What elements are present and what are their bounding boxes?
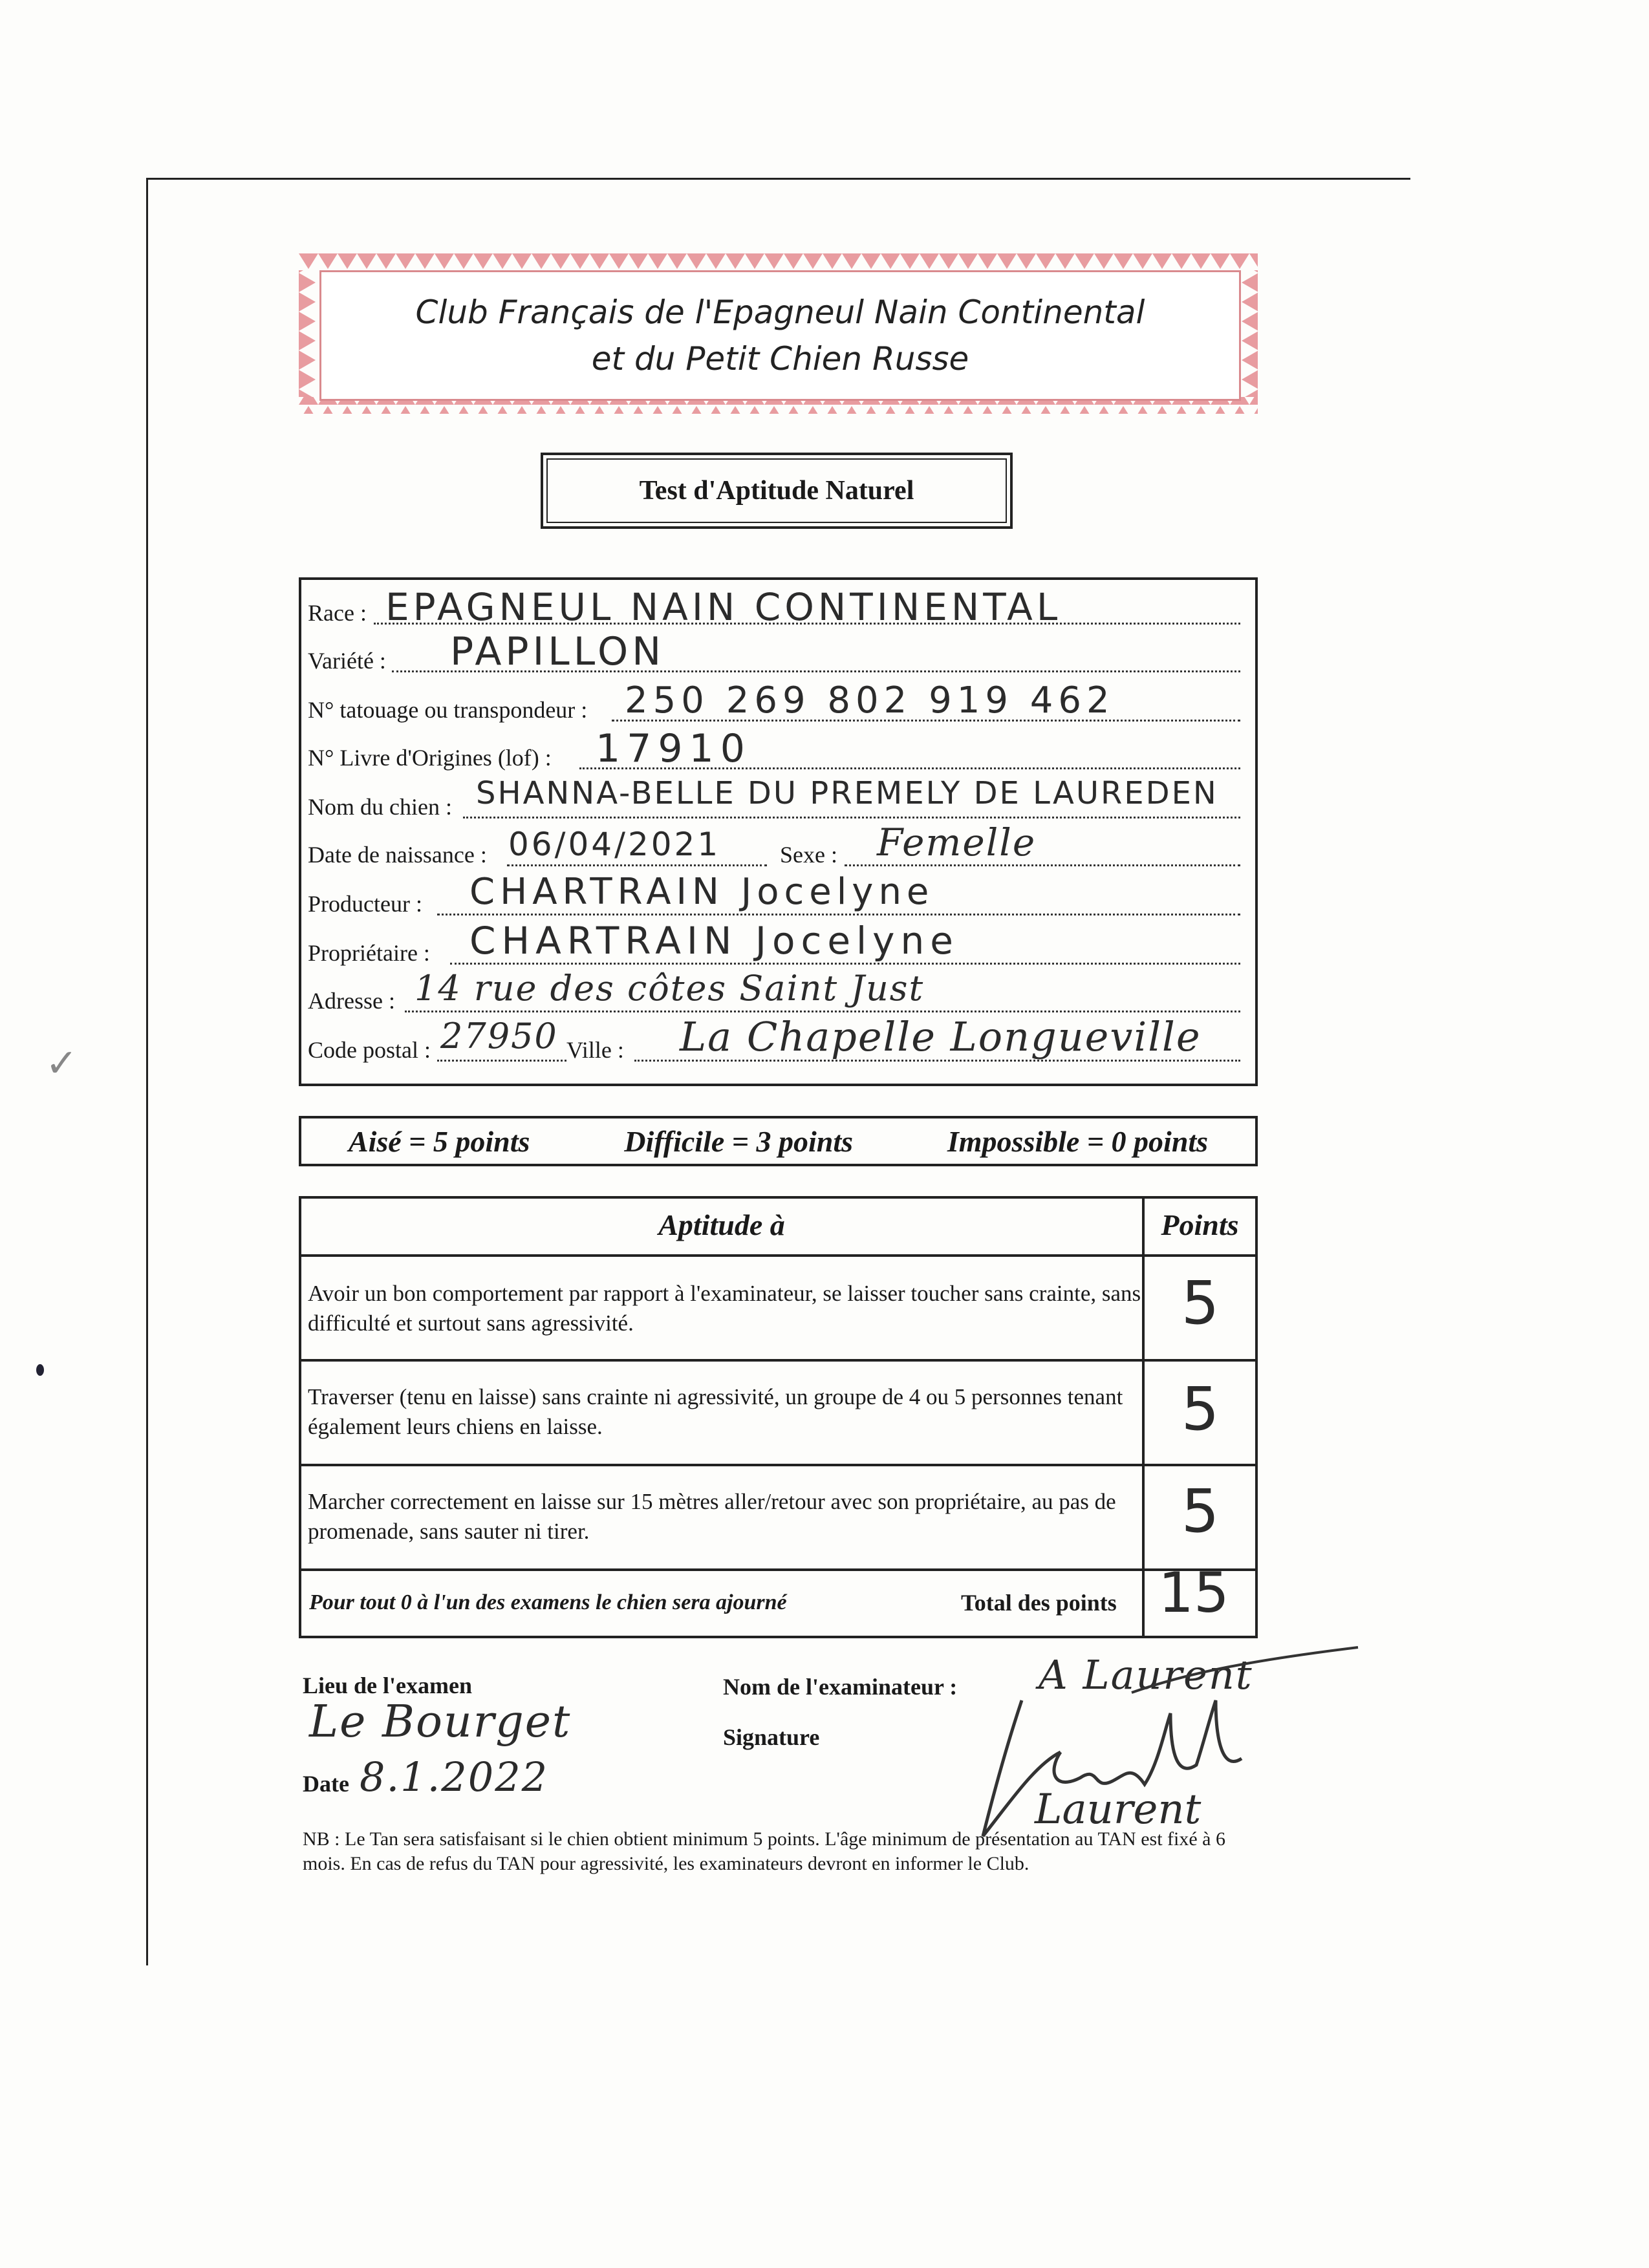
adresse-value: 14 rue des côtes Saint Just (415, 968, 925, 1009)
examinateur-label: Nom de l'examinateur : (723, 1674, 958, 1700)
adresse-line (405, 1011, 1240, 1012)
page-frame-top (146, 178, 1410, 180)
aptitude-row-1-points: 5 (1181, 1268, 1220, 1338)
tatouage-value: 250 269 802 919 462 (625, 679, 1115, 722)
signature-label: Signature (723, 1724, 820, 1750)
sexe-value: Femelle (877, 820, 1037, 864)
row-divider (301, 1568, 1255, 1571)
race-label: Race : (308, 600, 367, 626)
club-name-line2: et du Petit Chien Russe (591, 340, 969, 378)
adresse-label: Adresse : (308, 988, 395, 1014)
proprietaire-value: CHARTRAIN Jocelyne (469, 919, 959, 963)
check-mark-icon: ✓ (45, 1041, 78, 1086)
variete-label: Variété : (308, 648, 386, 674)
proprietaire-line (450, 963, 1240, 965)
club-banner (299, 253, 1258, 414)
lieu-value: Le Bourget (309, 1696, 572, 1748)
ajourne-note: Pour tout 0 à l'un des examens le chien sera ajourné (309, 1590, 787, 1614)
nom-label: Nom du chien : (308, 794, 452, 820)
cp-line (437, 1060, 566, 1062)
test-title-box (541, 453, 1013, 529)
sexe-label: Sexe : (780, 842, 837, 868)
aptitude-row-3-points: 5 (1181, 1477, 1220, 1546)
date-value: 8.1.2022 (360, 1753, 549, 1801)
producteur-line (437, 914, 1240, 915)
nb-note: NB : Le Tan sera satisfaisant si le chien obtient minimum 5 points. L'âge minimum de présentation au TAN est fixé à 6 mois. En cas de refus du TAN pour agressivité, les examinateurs devront en informer le Club. (303, 1828, 1225, 1874)
header-points: Points (1161, 1208, 1239, 1241)
date-label: Date (303, 1771, 349, 1797)
sexe-line (845, 864, 1240, 866)
legend-aise: Aisé = 5 points (348, 1124, 530, 1158)
ink-dot-icon (36, 1364, 44, 1376)
signature-value: Laurent (1035, 1786, 1202, 1834)
legend-difficile: Difficile = 3 points (624, 1124, 854, 1158)
aptitude-row-1-text: Avoir un bon comportement par rapport à l'examinateur, se laisser toucher sans crainte, sans difficulté et surtout sans agressivité. (308, 1281, 1141, 1336)
naissance-label: Date de naissance : (308, 842, 487, 868)
lof-value: 17910 (596, 726, 751, 771)
legend-impossible: Impossible = 0 points (947, 1124, 1209, 1158)
row-divider (301, 1359, 1255, 1362)
signature-drawing (970, 1636, 1371, 1849)
test-title: Test d'Aptitude Naturel (639, 476, 914, 506)
identification-box (299, 577, 1258, 1086)
aptitude-table (299, 1196, 1258, 1638)
row-divider (301, 1464, 1255, 1466)
aptitude-row-3-text: Marcher correctement en laisse sur 15 mètres aller/retour avec son propriétaire, au pas de promenade, sans sauter ni tirer. (308, 1489, 1116, 1544)
variete-value: PAPILLON (450, 629, 665, 674)
header-aptitude: Aptitude à (658, 1208, 785, 1241)
ville-label: Ville : (566, 1037, 624, 1063)
producteur-label: Producteur : (308, 891, 422, 917)
page-frame-left (146, 178, 148, 1965)
aptitude-row-2-points: 5 (1181, 1375, 1220, 1444)
total-value: 15 (1158, 1561, 1229, 1625)
header-divider (301, 1254, 1255, 1257)
cp-label: Code postal : (308, 1037, 431, 1063)
lof-label: N° Livre d'Origines (lof) : (308, 745, 552, 771)
examinateur-value: A Laurent (1039, 1651, 1253, 1698)
nom-value: SHANNA-BELLE DU PREMELY DE LAUREDEN (476, 775, 1218, 811)
aptitude-row-2-text: Traverser (tenu en laisse) sans crainte ni agressivité, un groupe de 4 ou 5 personnes tenant également leurs chiens en laisse. (308, 1384, 1123, 1439)
producteur-value: CHARTRAIN Jocelyne (469, 871, 934, 913)
cp-value: 27950 (440, 1016, 558, 1056)
race-value: EPAGNEUL NAIN CONTINENTAL (385, 585, 1062, 629)
banner-inner (319, 270, 1241, 401)
scoring-legend (299, 1116, 1258, 1166)
club-name-line1: Club Français de l'Epagneul Nain Continental (415, 294, 1145, 331)
lieu-label: Lieu de l'examen (303, 1673, 472, 1698)
tatouage-label: N° tatouage ou transpondeur : (308, 697, 588, 723)
ville-value: La Chapelle Longueville (680, 1013, 1202, 1060)
naissance-value: 06/04/2021 (508, 826, 721, 863)
nom-line (463, 817, 1240, 818)
proprietaire-label: Propriétaire : (308, 940, 430, 966)
naissance-line (507, 864, 767, 866)
total-label: Total des points (961, 1590, 1117, 1616)
